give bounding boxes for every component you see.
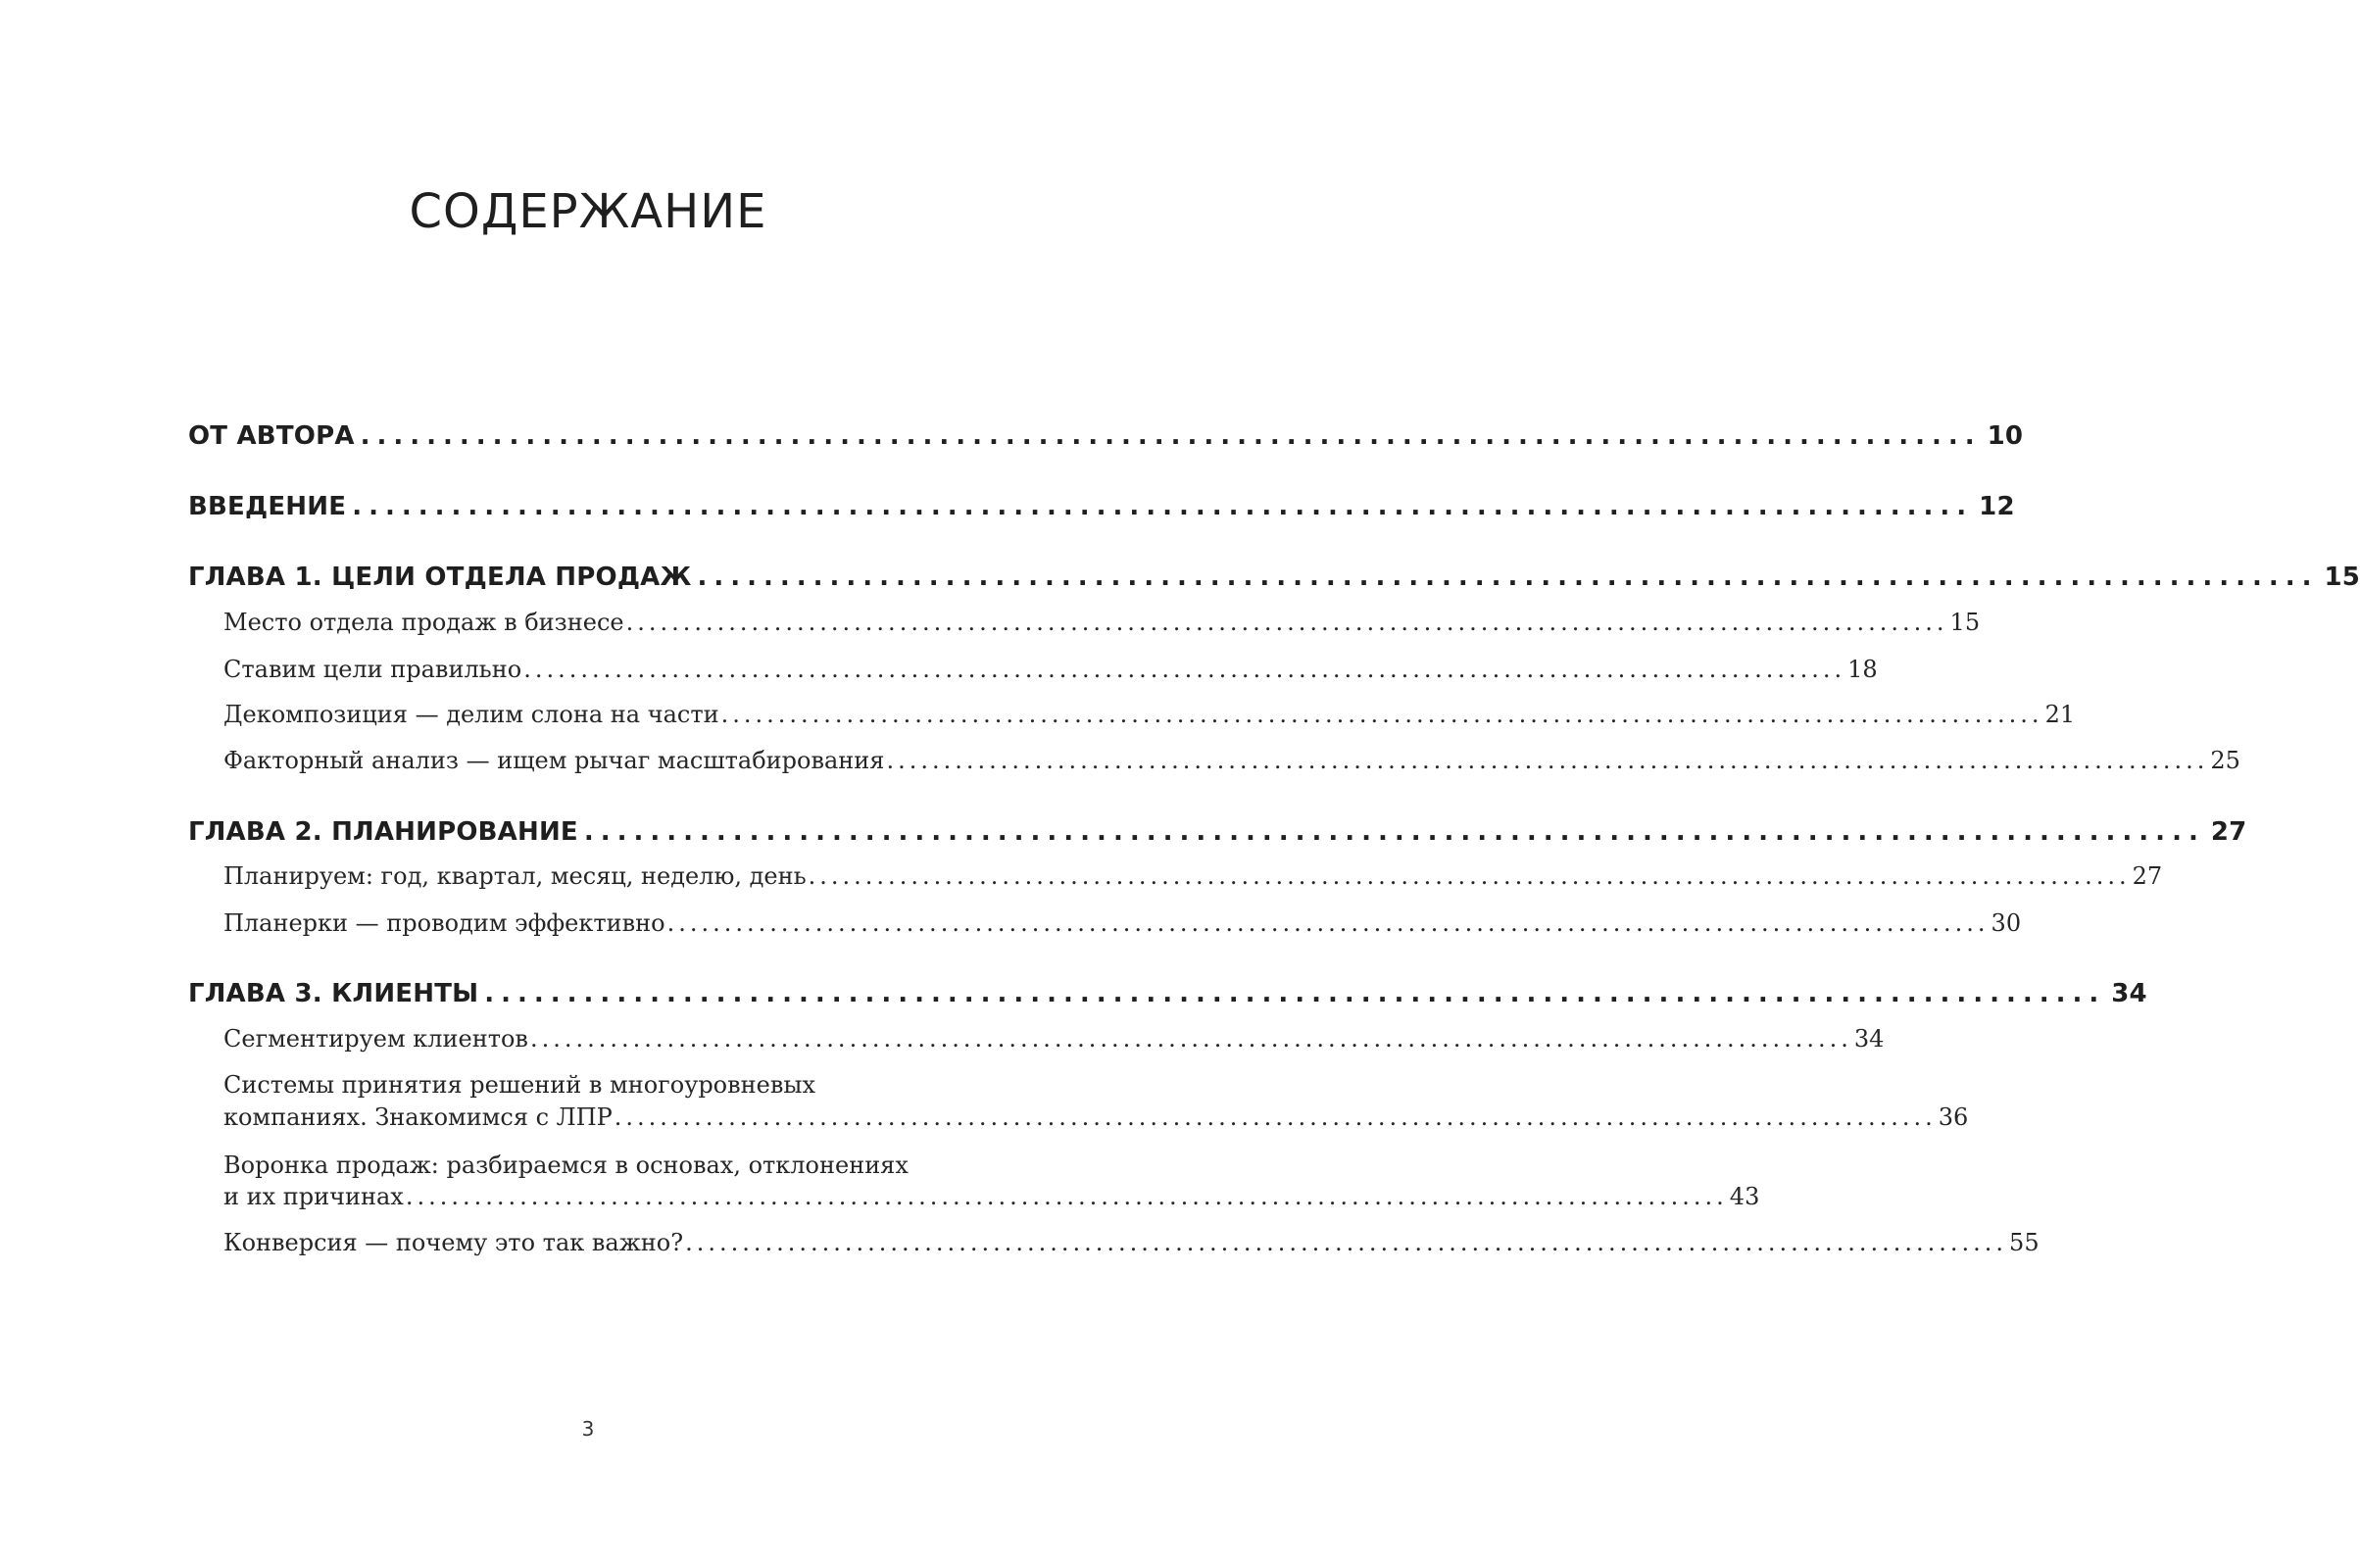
toc-section-label: Конверсия — почему это так важно?	[223, 1229, 684, 1256]
dot-leader: ....................................................................................................................	[808, 862, 2131, 890]
dot-leader: ....................................................................................................................	[529, 1025, 1852, 1053]
dot-leader: ..................................................................................................	[484, 979, 2106, 1008]
toc-section-line1: Воронка продаж: разбираемся в основах, отклонениях	[223, 1152, 909, 1179]
toc-section-page: 27	[2132, 862, 2163, 890]
toc-section-label: Ставим цели правильно	[223, 656, 522, 683]
toc-section[interactable]	[223, 607, 1981, 638]
toc-section-label: Планерки — проводим эффективно	[223, 909, 665, 937]
toc-section[interactable]	[223, 907, 2022, 939]
toc-entry-page: 27	[2210, 817, 2247, 847]
toc-section[interactable]	[223, 1181, 1760, 1212]
toc-section-page: 55	[2009, 1229, 2040, 1256]
toc-section-page: 15	[1949, 609, 1981, 636]
toc-section-label: и их причинах	[223, 1183, 404, 1210]
toc-section[interactable]	[223, 860, 2163, 892]
toc-section-label: Декомпозиция — делим слона на части	[223, 701, 719, 728]
dot-leader: ....................................................................................................................	[886, 747, 2209, 774]
toc-entry-label: ГЛАВА 3. КЛИЕНТЫ	[188, 979, 479, 1008]
toc-entry-chapter-1[interactable]	[188, 561, 2360, 594]
toc-section[interactable]	[223, 1102, 1969, 1133]
dot-leader: ..................................................................................................	[583, 817, 2205, 847]
toc-entry-page: 10	[1987, 421, 2024, 451]
toc-entry-chapter-2[interactable]	[188, 815, 2247, 849]
toc-section-label: Место отдела продаж в бизнесе	[223, 609, 624, 636]
toc-entry-page: 15	[2324, 563, 2360, 592]
toc-entry-author[interactable]	[188, 419, 2024, 453]
dot-leader: ....................................................................................................................	[405, 1183, 1728, 1210]
page-number: 3	[581, 1417, 595, 1441]
toc-section[interactable]	[223, 699, 2076, 730]
dot-leader: ..................................................................................................	[360, 421, 1982, 451]
dot-leader: ..................................................................................................	[697, 563, 2319, 592]
toc-entry-page: 34	[2111, 979, 2147, 1008]
toc-section-label: Планируем: год, квартал, месяц, неделю, день	[223, 862, 807, 890]
toc-section-label: Факторный анализ — ищем рычаг масштабирования	[223, 747, 885, 774]
toc-section-line1: Системы принятия решений в многоуровневых	[223, 1071, 815, 1099]
toc-section-label: Сегментируем клиентов	[223, 1025, 528, 1053]
dot-leader: ..................................................................................................	[352, 492, 1974, 521]
toc-section-page: 30	[1991, 909, 2022, 937]
dot-leader: ....................................................................................................................	[614, 1103, 1937, 1131]
toc-entry-label: ВВЕДЕНИЕ	[188, 492, 347, 521]
dot-leader: ....................................................................................................................	[666, 909, 1990, 937]
toc-section[interactable]	[223, 1227, 2040, 1258]
toc-entry-label: ГЛАВА 2. ПЛАНИРОВАНИЕ	[188, 817, 578, 847]
toc-entry-intro[interactable]	[188, 490, 2015, 523]
dot-leader: ....................................................................................................................	[720, 701, 2043, 728]
toc-section-page: 34	[1853, 1025, 1885, 1053]
toc-section[interactable]	[223, 1023, 1885, 1054]
toc-section-page: 36	[1938, 1103, 1969, 1131]
dot-leader: ....................................................................................................................	[523, 656, 1846, 683]
toc-section[interactable]	[223, 745, 2240, 776]
toc-section-page: 21	[2044, 701, 2076, 728]
toc-entry-label: ГЛАВА 1. ЦЕЛИ ОТДЕЛА ПРОДАЖ	[188, 563, 692, 592]
toc-section[interactable]	[223, 654, 1878, 685]
toc-section-label: компаниях. Знакомимся с ЛПР	[223, 1103, 613, 1131]
page-title: СОДЕРЖАНИЕ	[409, 184, 767, 239]
toc-entry-chapter-3[interactable]	[188, 977, 2147, 1010]
toc-entry-label: ОТ АВТОРА	[188, 421, 355, 451]
toc-section-page: 18	[1847, 656, 1878, 683]
toc-section-page: 25	[2210, 747, 2240, 774]
toc-section-page: 43	[1729, 1183, 1760, 1210]
dot-leader: ....................................................................................................................	[685, 1229, 2008, 1256]
dot-leader: ....................................................................................................................	[625, 609, 1948, 636]
toc-entry-page: 12	[1979, 492, 2015, 521]
